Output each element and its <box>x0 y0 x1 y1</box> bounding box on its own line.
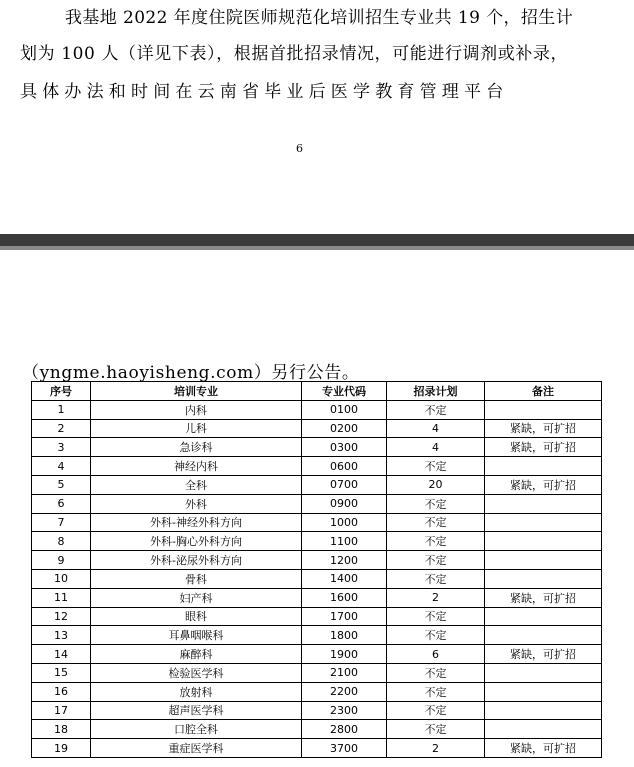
cell-no: 2 <box>32 419 91 438</box>
cell-note <box>485 607 602 626</box>
cell-plan: 20 <box>387 475 485 494</box>
cell-plan: 不定 <box>387 569 485 588</box>
paragraph-line-1: 我基地 2022 年度住院医师规范化培训招生专业共 19 个，招生计 <box>65 8 574 28</box>
cell-no: 15 <box>32 663 91 682</box>
table-row <box>32 457 602 476</box>
cell-no: 18 <box>32 720 91 739</box>
cell-note: 紧缺，可扩招 <box>485 588 602 607</box>
paragraph-continuation: （yngme.haoyisheng.com）另行公告。 <box>22 363 360 383</box>
cell-no: 10 <box>32 569 91 588</box>
cell-no: 13 <box>32 626 91 645</box>
cell-major: 眼科 <box>91 607 302 626</box>
cell-note: 紧缺，可扩招 <box>485 419 602 438</box>
cell-plan: 不定 <box>387 607 485 626</box>
cell-plan: 不定 <box>387 513 485 532</box>
table-row <box>32 400 602 419</box>
enrollment-table <box>31 381 602 758</box>
cell-no: 1 <box>32 400 91 419</box>
header-code: 专业代码 <box>302 382 387 401</box>
paragraph-line-2: 划为 100 人（详见下表），根据首批招录情况，可能进行调剂或补录， <box>20 44 569 64</box>
cell-plan: 4 <box>387 419 485 438</box>
paragraph-line-3: 具体办法和时间在云南省毕业后医学教育管理平台 <box>20 82 509 102</box>
cell-note: 紧缺，可扩招 <box>485 438 602 457</box>
cell-code: 3700 <box>302 739 387 758</box>
table-row <box>32 475 602 494</box>
cell-no: 16 <box>32 682 91 701</box>
cell-code: 1600 <box>302 588 387 607</box>
cell-major: 外科 <box>91 494 302 513</box>
cell-note <box>485 720 602 739</box>
cell-code: 1100 <box>302 532 387 551</box>
cell-code: 1400 <box>302 569 387 588</box>
cell-plan: 不定 <box>387 663 485 682</box>
cell-note <box>485 551 602 570</box>
cell-note <box>485 663 602 682</box>
cell-plan: 2 <box>387 739 485 758</box>
cell-no: 11 <box>32 588 91 607</box>
cell-no: 8 <box>32 532 91 551</box>
table-row <box>32 588 602 607</box>
cell-code: 0100 <box>302 400 387 419</box>
cell-plan: 2 <box>387 588 485 607</box>
cell-no: 17 <box>32 701 91 720</box>
cell-note: 紧缺，可扩招 <box>485 475 602 494</box>
cell-major: 儿科 <box>91 419 302 438</box>
cell-major: 内科 <box>91 400 302 419</box>
table-row <box>32 626 602 645</box>
cell-plan: 不定 <box>387 626 485 645</box>
cell-plan: 不定 <box>387 494 485 513</box>
cell-no: 14 <box>32 645 91 664</box>
cell-note <box>485 626 602 645</box>
cell-note <box>485 400 602 419</box>
cell-note <box>485 494 602 513</box>
cell-major: 重症医学科 <box>91 739 302 758</box>
table-row <box>32 645 602 664</box>
cell-code: 2300 <box>302 701 387 720</box>
cell-plan: 不定 <box>387 400 485 419</box>
table-row <box>32 551 602 570</box>
cell-note <box>485 701 602 720</box>
cell-major: 超声医学科 <box>91 701 302 720</box>
cell-major: 骨科 <box>91 569 302 588</box>
table-header-row <box>32 382 602 401</box>
table-row <box>32 607 602 626</box>
cell-plan: 不定 <box>387 701 485 720</box>
cell-note <box>485 569 602 588</box>
cell-major: 麻醉科 <box>91 645 302 664</box>
cell-code: 0200 <box>302 419 387 438</box>
table-row <box>32 438 602 457</box>
cell-code: 1700 <box>302 607 387 626</box>
header-no: 序号 <box>32 382 91 401</box>
cell-major: 外科-泌尿外科方向 <box>91 551 302 570</box>
table-row <box>32 739 602 758</box>
cell-major: 耳鼻咽喉科 <box>91 626 302 645</box>
cell-no: 5 <box>32 475 91 494</box>
cell-code: 0600 <box>302 457 387 476</box>
cell-no: 9 <box>32 551 91 570</box>
cell-no: 3 <box>32 438 91 457</box>
header-plan: 招录计划 <box>387 382 485 401</box>
table-row <box>32 419 602 438</box>
cell-plan: 4 <box>387 438 485 457</box>
table-row <box>32 513 602 532</box>
cell-major: 全科 <box>91 475 302 494</box>
cell-major: 外科-神经外科方向 <box>91 513 302 532</box>
page-number: 6 <box>296 142 303 155</box>
table-row <box>32 494 602 513</box>
header-note: 备注 <box>485 382 602 401</box>
cell-plan: 6 <box>387 645 485 664</box>
cell-code: 2800 <box>302 720 387 739</box>
header-major: 培训专业 <box>91 382 302 401</box>
cell-plan: 不定 <box>387 457 485 476</box>
cell-plan: 不定 <box>387 551 485 570</box>
cell-code: 0900 <box>302 494 387 513</box>
cell-code: 2200 <box>302 682 387 701</box>
cell-note <box>485 532 602 551</box>
cell-major: 外科-胸心外科方向 <box>91 532 302 551</box>
cell-major: 神经内科 <box>91 457 302 476</box>
cell-code: 0300 <box>302 438 387 457</box>
cell-major: 妇产科 <box>91 588 302 607</box>
page-break-divider <box>0 234 634 246</box>
table-row <box>32 532 602 551</box>
cell-code: 0700 <box>302 475 387 494</box>
table-row <box>32 663 602 682</box>
cell-code: 2100 <box>302 663 387 682</box>
cell-major: 检验医学科 <box>91 663 302 682</box>
cell-plan: 不定 <box>387 720 485 739</box>
table-row <box>32 569 602 588</box>
cell-no: 19 <box>32 739 91 758</box>
cell-note <box>485 513 602 532</box>
cell-note: 紧缺，可扩招 <box>485 739 602 758</box>
cell-code: 1800 <box>302 626 387 645</box>
cell-no: 6 <box>32 494 91 513</box>
table-row <box>32 701 602 720</box>
cell-major: 急诊科 <box>91 438 302 457</box>
table-row <box>32 720 602 739</box>
cell-note: 紧缺，可扩招 <box>485 645 602 664</box>
cell-plan: 不定 <box>387 682 485 701</box>
cell-no: 4 <box>32 457 91 476</box>
cell-code: 1900 <box>302 645 387 664</box>
cell-no: 7 <box>32 513 91 532</box>
page-break-shadow <box>0 246 634 250</box>
cell-plan: 不定 <box>387 532 485 551</box>
cell-major: 口腔全科 <box>91 720 302 739</box>
table-row <box>32 682 602 701</box>
cell-note <box>485 682 602 701</box>
cell-no: 12 <box>32 607 91 626</box>
cell-major: 放射科 <box>91 682 302 701</box>
cell-note <box>485 457 602 476</box>
cell-code: 1000 <box>302 513 387 532</box>
cell-code: 1200 <box>302 551 387 570</box>
